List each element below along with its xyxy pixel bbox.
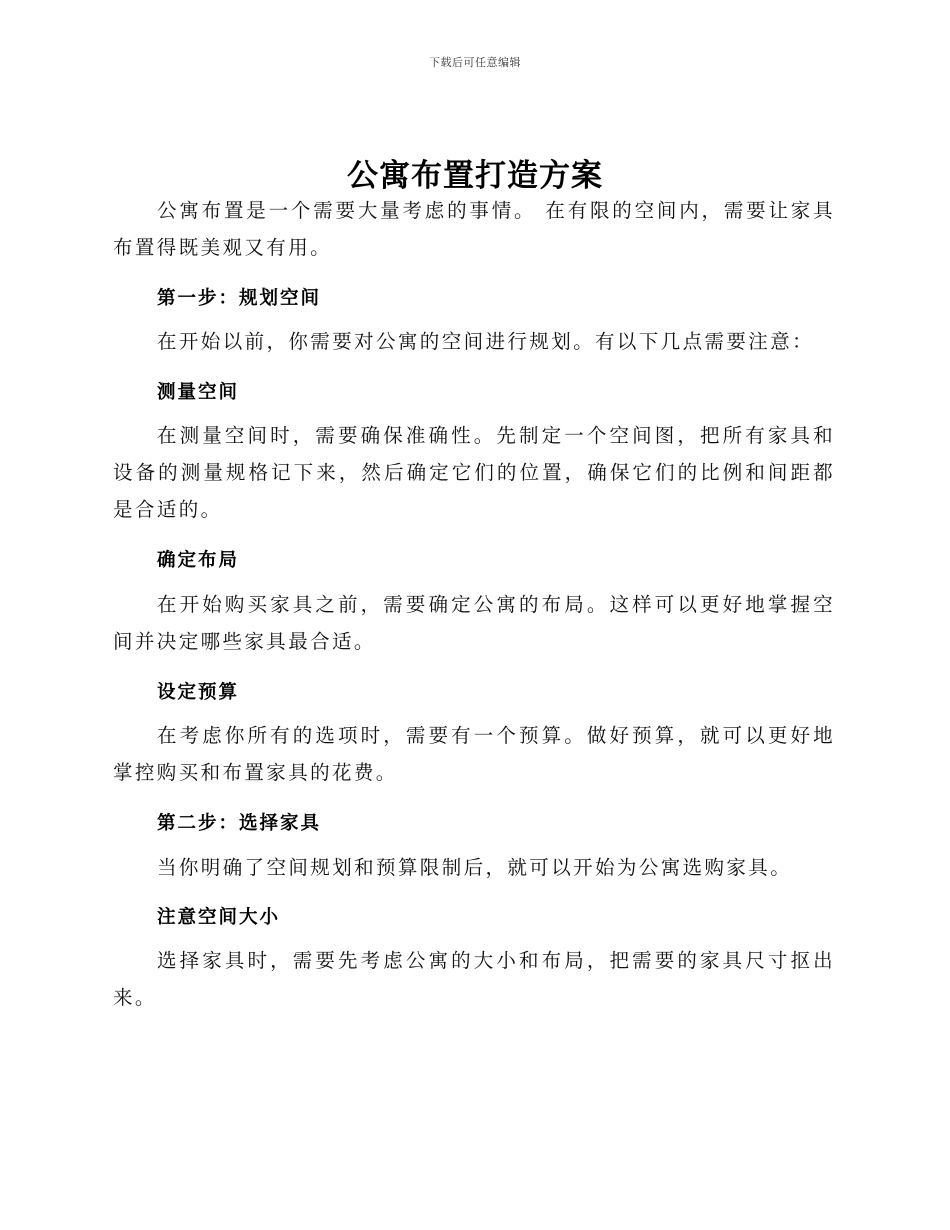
measure-heading: 测量空间	[157, 382, 240, 403]
measure-paragraph: 在测量空间时，需要确保准确性。先制定一个空间图，把所有家具和设备的测量规格记下来，然后确定它们的位置，确保它们的比例和间距都是合适的。	[113, 424, 835, 521]
layout-heading: 确定布局	[157, 550, 240, 571]
step1-heading: 第一步：规划空间	[157, 288, 322, 309]
budget-paragraph: 在考虑你所有的选项时，需要有一个预算。做好预算，就可以更好地掌控购买和布置家具的花费。	[113, 724, 835, 784]
size-paragraph: 选择家具时，需要先考虑公寓的大小和布局，把需要的家具尺寸抠出来。	[113, 949, 835, 1009]
step2-heading: 第二步：选择家具	[157, 813, 322, 834]
budget-heading: 设定预算	[157, 682, 240, 703]
layout-paragraph: 在开始购买家具之前，需要确定公寓的布局。这样可以更好地掌握空间并决定哪些家具最合适。	[113, 593, 835, 653]
header-note: 下载后可任意编辑	[429, 56, 521, 69]
step1-paragraph: 在开始以前，你需要对公寓的空间进行规划。有以下几点需要注意：	[157, 330, 815, 353]
step2-paragraph: 当你明确了空间规划和预算限制后，就可以开始为公寓选购家具。	[157, 856, 793, 879]
document-title: 公寓布置打造方案	[347, 158, 603, 194]
size-heading: 注意空间大小	[157, 907, 281, 928]
intro-paragraph: 公寓布置是一个需要大量考虑的事情。 在有限的空间内，需要让家具布置得既美观又有用。	[113, 199, 835, 259]
